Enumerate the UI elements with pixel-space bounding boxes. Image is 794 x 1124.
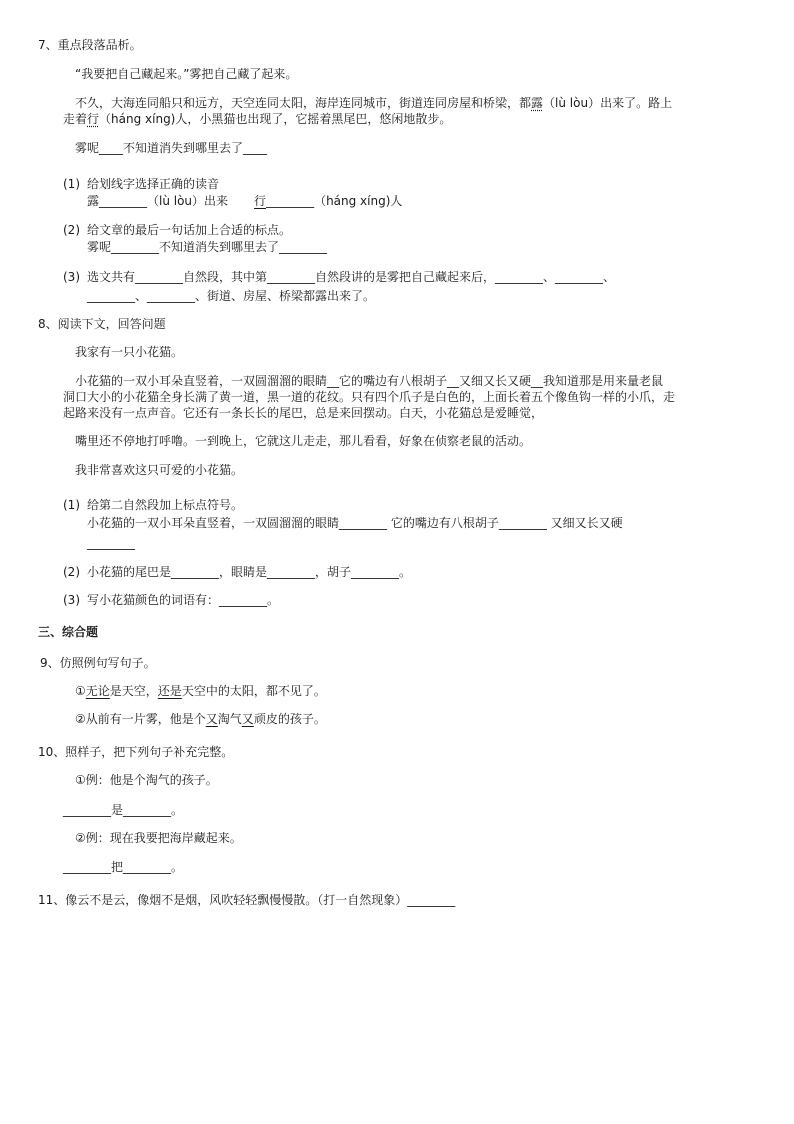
q8-sub1-num: (1) <box>63 498 80 512</box>
q9-title: 9、仿照例句写句子。 <box>40 656 156 670</box>
q10-answer1[interactable]: ________是________。 <box>63 803 184 817</box>
q8-sub3-num: (3) <box>63 593 80 607</box>
q8-title: 8、阅读下文，回答问题 <box>38 317 166 331</box>
q7-sub1-num: (1) <box>63 177 80 191</box>
q9-example1: ①无论是天空，还是天空中的太阳，都不见了。 <box>75 684 326 698</box>
q8-paragraph4: 我非常喜欢这只可爱的小花猫。 <box>75 463 244 477</box>
q8-paragraph2-line1: 小花猫的一双小耳朵直竖着，一双圆溜溜的眼睛__它的嘴边有八根胡子__又细又长又硬__我知道那是用来量老鼠 <box>75 374 664 388</box>
q7-title: 7、重点段落品析。 <box>38 38 142 52</box>
q7-sub3-line2[interactable]: ________、________、街道、房屋、桥梁都露出来了。 <box>87 289 376 303</box>
q11-title[interactable]: 11、像云不是云，像烟不是烟，风吹轻轻飘慢慢散。（打一自然现象）________ <box>38 893 456 907</box>
underlined-char-lu: 露 <box>531 96 544 110</box>
q10-title: 10、照样子，把下列句子补充完整。 <box>38 745 234 759</box>
q8-paragraph3: 嘴里还不停地打呼噜。一到晚上，它就这儿走走，那儿看看，好象在侦察老鼠的活动。 <box>75 434 532 448</box>
q8-paragraph1: 我家有一只小花猫。 <box>75 345 184 359</box>
answer-lu[interactable]: 露________（lù lòu）出来 <box>87 194 229 208</box>
q8-sub2-num: (2) <box>63 565 80 579</box>
q8-sub1-text: 给第二自然段加上标点符号。 <box>87 498 244 512</box>
q7-paragraph-line1: 不久，大海连同船只和远方，天空连同太阳，海岸连同城市，街道连同房屋和桥梁，都露（lù lòu）出来了。路上 <box>75 96 673 110</box>
q10-answer2[interactable]: ________把________。 <box>63 860 184 874</box>
q8-paragraph2-line3: 起路来没有一点声音。它还有一条长长的尾巴，总是来回摆动。白天，小花猫总是爱睡觉， <box>63 406 544 420</box>
q7-sub3-num: (3) <box>63 270 80 284</box>
answer-xing[interactable]: ________（háng xíng)人 <box>266 194 403 208</box>
section3-title: 三、综合题 <box>38 625 99 639</box>
q8-sub1-answer-line2[interactable]: ________ <box>87 536 135 550</box>
q7-sub3-line1[interactable]: 选文共有________自然段，其中第________自然段讲的是雾把自己藏起来后，________、________、 <box>87 270 616 284</box>
q7-sub1-answer: 露________（lù lòu）出来 行________（háng xíng)人 <box>87 194 403 208</box>
underlined-char-xing: 行 <box>87 112 100 126</box>
q7-sub2-text: 给文章的最后一句话加上合适的标点。 <box>87 223 292 237</box>
q7-paragraph-line2: 走着行（háng xíng)人，小黑猫也出现了，它摇着黑尾巴，悠闲地散步。 <box>63 112 452 126</box>
q8-sub1-answer-line1[interactable]: 小花猫的一双小耳朵直竖着，一双圆溜溜的眼睛________ 它的嘴边有八根胡子________ 又细又长又硬 <box>87 516 623 530</box>
q7-sub2-num: (2) <box>63 223 80 237</box>
q7-sub1-text: 给划线字选择正确的读音 <box>87 177 220 191</box>
q7-quote: “我要把自己藏起来。”雾把自己藏了起来。 <box>75 67 298 81</box>
q8-sub3-text[interactable]: 写小花猫颜色的词语有：________。 <box>87 593 280 607</box>
q7-sub2-answer[interactable]: 雾呢________不知道消失到哪里去了________ <box>87 240 328 254</box>
q10-example1: ①例：他是个淘气的孩子。 <box>75 773 218 787</box>
q8-sub2-text[interactable]: 小花猫的尾巴是________，眼睛是________，胡子________。 <box>87 565 412 579</box>
q10-example2: ②例：现在我要把海岸藏起来。 <box>75 831 242 845</box>
q9-example2: ②从前有一片雾，他是个又淘气又顽皮的孩子。 <box>75 712 326 726</box>
q7-fog-line: 雾呢____不知道消失到哪里去了____ <box>75 141 268 155</box>
q8-paragraph2-line2: 洞口大小的小花猫全身长满了黄一道，黑一道的花纹。只有四个爪子是白色的，上面长着五个像鱼钩一样的小爪，走 <box>63 390 676 404</box>
